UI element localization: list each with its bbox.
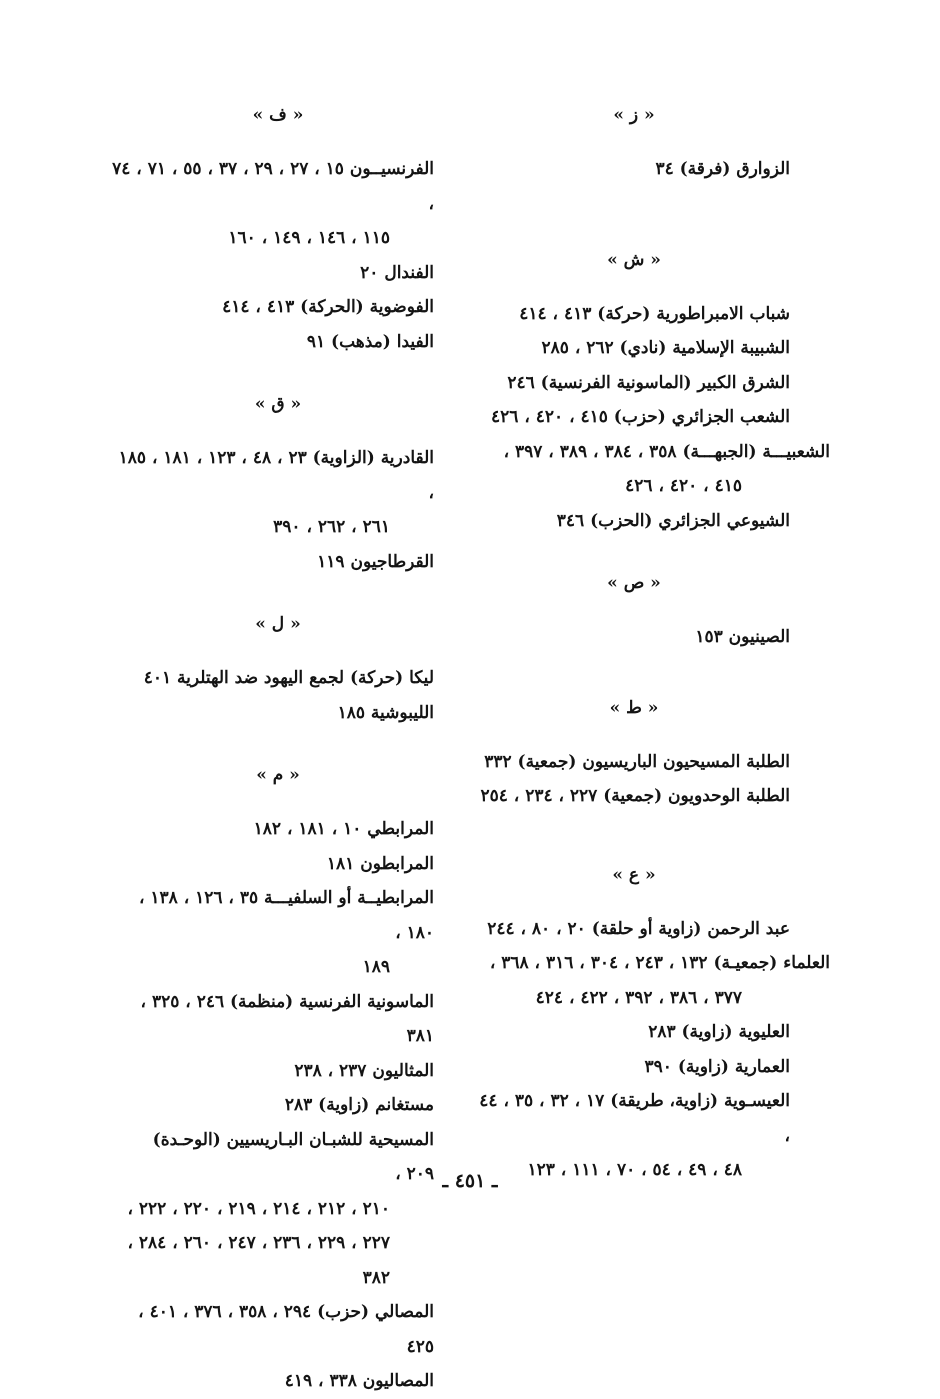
index-entry: الطلبة الوحدويون (جمعية) ٢٢٧ ، ٢٣٤ ، ٢٥٤ <box>480 786 790 806</box>
section-gap <box>478 814 790 860</box>
index-column-left <box>112 100 434 1399</box>
index-entry-continuation: ٤١٥ ، ٤٢٠ ، ٤٢٦ <box>625 476 742 496</box>
index-entry: العمارية (زاوية) ٣٩٠ <box>644 1056 790 1077</box>
index-entry-continuation: ١١٥ ، ١٤٦ ، ١٤٩ ، ١٦٠ <box>228 228 390 248</box>
index-entry-continuation: ٤٨ ، ٤٩ ، ٥٤ ، ٧٠ ، ١١١ ، ١٢٣ <box>527 1160 742 1180</box>
index-entry: القرطاجيون ١١٩ <box>317 551 434 572</box>
index-column-right <box>478 100 830 1188</box>
index-entry-continuation: ٣٨٢ <box>362 1267 390 1288</box>
index-entry: الصينيون ١٥٣ <box>695 627 790 647</box>
index-entry-continuation: ١٨٩ <box>362 957 390 977</box>
section-heading: « ع » <box>612 864 656 885</box>
section-heading: « ل » <box>255 614 301 634</box>
index-entry: المثاليون ٢٣٧ ، ٢٣٨ <box>294 1060 434 1081</box>
index-entry: الفرنسيــون ١٥ ، ٢٧ ، ٢٩ ، ٣٧ ، ٥٥ ، ٧١ ، ٧٤ ، <box>112 159 434 214</box>
section-heading: « م » <box>256 765 300 785</box>
section-lam <box>122 609 434 730</box>
section-ta <box>478 693 790 814</box>
section-shin <box>478 245 830 539</box>
section-heading: « ش » <box>607 249 661 270</box>
index-entry: المرابطي ١٠ ، ١٨١ ، ١٨٢ <box>253 819 434 839</box>
index-entry: العليوية (زاوية) ٢٨٣ <box>648 1022 790 1042</box>
index-entry: الزوارق (فرقة) ٣٤ <box>655 159 790 179</box>
section-heading: « ص » <box>607 573 661 593</box>
index-entry: الشبيبة الإسلامية (نادي) ٢٦٢ ، ٢٨٥ <box>541 338 790 358</box>
index-entry: الفيدا (مذهب) ٩١ <box>306 331 434 352</box>
section-heading: « ق » <box>254 394 302 414</box>
index-entry: شباب الامبراطورية (حركة) ٤١٣ ، ٤١٤ <box>519 303 790 324</box>
index-entry-continuation: ٣٧٧ ، ٣٨٦ ، ٣٩٢ ، ٤٢٢ ، ٤٢٤ <box>535 987 742 1008</box>
index-entry: الشعبيـــة (الجبهـــة) ٣٥٨ ، ٣٨٤ ، ٣٨٩ ، ٣٩٧ ، <box>503 441 830 462</box>
index-entry: مستغانم (زاوية) ٢٨٣ <box>284 1095 434 1115</box>
index-entry: المصاليون ٣٣٨ ، ٤١٩ <box>284 1371 434 1391</box>
index-entry-continuation: ٢٢٧ ، ٢٢٩ ، ٢٣٦ ، ٢٤٧ ، ٢٦٠ ، ٢٨٤ ، <box>127 1233 390 1253</box>
section-mim <box>122 760 434 1399</box>
index-entry: الفندال ٢٠ <box>360 262 434 283</box>
index-entry: عبد الرحمن (زاوية أو حلقة) ٢٠ ، ٨٠ ، ٢٤٤ <box>487 918 790 939</box>
index-entry: الليبوشية ١٨٥ <box>337 702 434 723</box>
index-entry: الفوضوية (الحركة) ٤١٣ ، ٤١٤ <box>222 297 434 317</box>
section-gap <box>478 187 790 245</box>
index-entry: الماسونية الفرنسية (منظمة) ٢٤٦ ، ٣٢٥ ، ٣٨١ <box>140 991 434 1046</box>
index-entry: العيسـوية (زاوية، طريقة) ١٧ ، ٣٢ ، ٣٥ ، ٤٤ ، <box>479 1091 790 1146</box>
section-sad <box>478 568 790 655</box>
index-entry: الشرق الكبير (الماسونية الفرنسية) ٢٤٦ <box>507 372 790 393</box>
section-qaf <box>118 389 434 579</box>
section-ain <box>478 860 830 1188</box>
section-heading: « ز » <box>613 105 655 125</box>
section-gap <box>122 359 434 389</box>
section-gap <box>122 730 434 760</box>
page-number: ـ ٤٥١ ـ <box>442 1170 498 1192</box>
index-entry: العلماء (جمعيـة) ١٣٢ ، ٢٤٣ ، ٣٠٤ ، ٣١٦ ، ٣٦٨ ، <box>489 953 830 973</box>
index-entry-continuation: ٢١٠ ، ٢١٢ ، ٢١٤ ، ٢١٩ ، ٢٢٠ ، ٢٢٢ ، <box>127 1198 390 1219</box>
section-gap <box>478 655 790 693</box>
index-entry: الطلبة المسيحيون الباريسيون (جمعية) ٣٣٢ <box>484 751 790 772</box>
index-entry: المرابطيــة أو السلفيـــة ٣٥ ، ١٢٦ ، ١٣٨ ، ١٨٠ ، <box>138 888 434 943</box>
section-fa <box>112 100 434 359</box>
index-entry: القادرية (الزاوية) ٢٣ ، ٤٨ ، ١٢٣ ، ١٨١ ، ١٨٥ ، <box>118 448 434 503</box>
index-entry-continuation: ٢٦١ ، ٢٦٢ ، ٣٩٠ <box>273 517 390 537</box>
index-entry: الشيوعي الجزائري (الحزب) ٣٤٦ <box>556 510 790 531</box>
section-gap <box>122 579 434 609</box>
section-heading: « ط » <box>609 697 659 718</box>
index-entry: المصالي (حزب) ٢٩٤ ، ٣٥٨ ، ٣٧٦ ، ٤٠١ ، ٤٢٥ <box>138 1302 434 1357</box>
section-zay <box>478 100 790 187</box>
index-entry: ليكا (حركة) لجمع اليهود ضد الهتلرية ٤٠١ <box>143 668 434 688</box>
index-entry: المسيحية للشبـان البـاريسيين (الوحـدة) ٢٠٩ ، <box>152 1129 434 1184</box>
index-entry: المرابطون ١٨١ <box>326 853 434 874</box>
section-heading: « ف » <box>252 105 304 125</box>
section-gap <box>478 538 790 568</box>
index-entry: الشعب الجزائري (حزب) ٤١٥ ، ٤٢٠ ، ٤٢٦ <box>491 407 790 427</box>
